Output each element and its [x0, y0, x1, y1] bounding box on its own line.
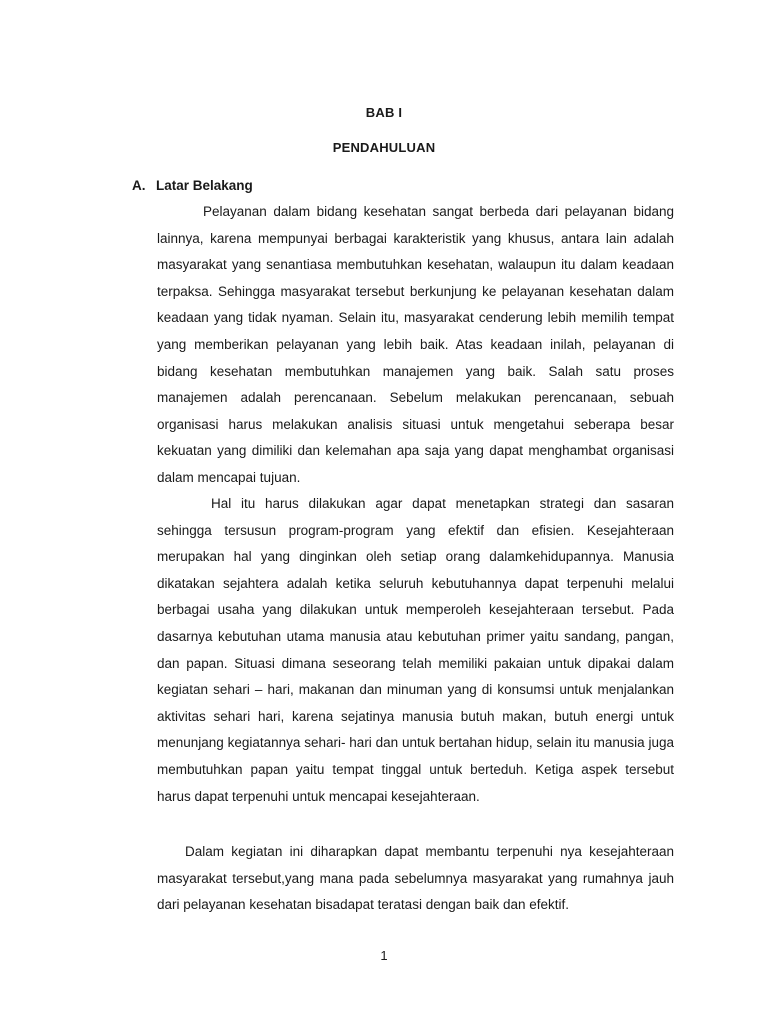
- chapter-title: PENDAHULUAN: [332, 140, 436, 155]
- paragraph-1: Pelayanan dalam bidang kesehatan sangat berbeda dari pelayanan bidang lainnya, karena mempunyai berbagai karakteristik yang khusus, antara lain adalah masyarakat yang senantiasa membutuhkan kesehatan, walaupun itu dalam keadaan terpaksa. Sehingga masyarakat tersebut berkunjung ke pelayanan kesehatan dalam keadaan yang tidak nyaman. Selain itu, masyarakat cenderung lebih memilih tempat yang memberikan pelayanan yang lebih baik. Atas keadaan inilah, pelayanan di bidang kesehatan membutuhkan manajemen yang baik. Salah satu proses manajemen adalah perencanaan. Sebelum melakukan perencanaan, sebuah organisasi harus melakukan analisis situasi untuk mengetahui seberapa besar kekuatan yang dimiliki dan kelemahan apa saja yang dapat menghambat organisasi dalam mencapai tujuan.: [157, 204, 674, 485]
- section-title: Latar Belakang: [156, 178, 253, 193]
- page-number: 1: [380, 948, 388, 963]
- paragraph-3: Dalam kegiatan ini diharapkan dapat membantu terpenuhi nya kesejahteraan masyarakat tersebut,yang mana pada sebelumnya masyarakat yang rumahnya jauh dari pelayanan kesehatan bisadapat teratasi dengan baik dan efektif.: [157, 844, 674, 913]
- section-marker: A.: [132, 178, 146, 193]
- paragraph-2: Hal itu harus dilakukan agar dapat menetapkan strategi dan sasaran sehingga tersusun program-program yang efektif dan efisien. Kesejahteraan merupakan hal yang dinginkan oleh setiap orang dalamkehidupannya. Manusia dikatakan sejahtera adalah ketika seluruh kebutuhannya dapat terpenuhi melalui berbagai usaha yang dilakukan untuk memperoleh kesejahteraan tersebut. Pada dasarnya kebutuhan utama manusia atau kebutuhan primer yaitu sandang, pangan, dan papan. Situasi dimana seseorang telah memiliki pakaian untuk dipakai dalam kegiatan sehari – hari, makanan dan minuman yang di konsumsi untuk menjalankan aktivitas sehari hari, karena sejatinya manusia butuh makan, butuh energi untuk menunjang kegiatannya sehari- hari dan untuk bertahan hidup, selain itu manusia juga membutuhkan papan yaitu tempat tinggal untuk berteduh. Ketiga aspek tersebut harus dapat terpenuhi untuk mencapai kesejahteraan.: [157, 496, 674, 804]
- chapter-number: BAB I: [365, 105, 403, 120]
- section-heading: [132, 178, 253, 193]
